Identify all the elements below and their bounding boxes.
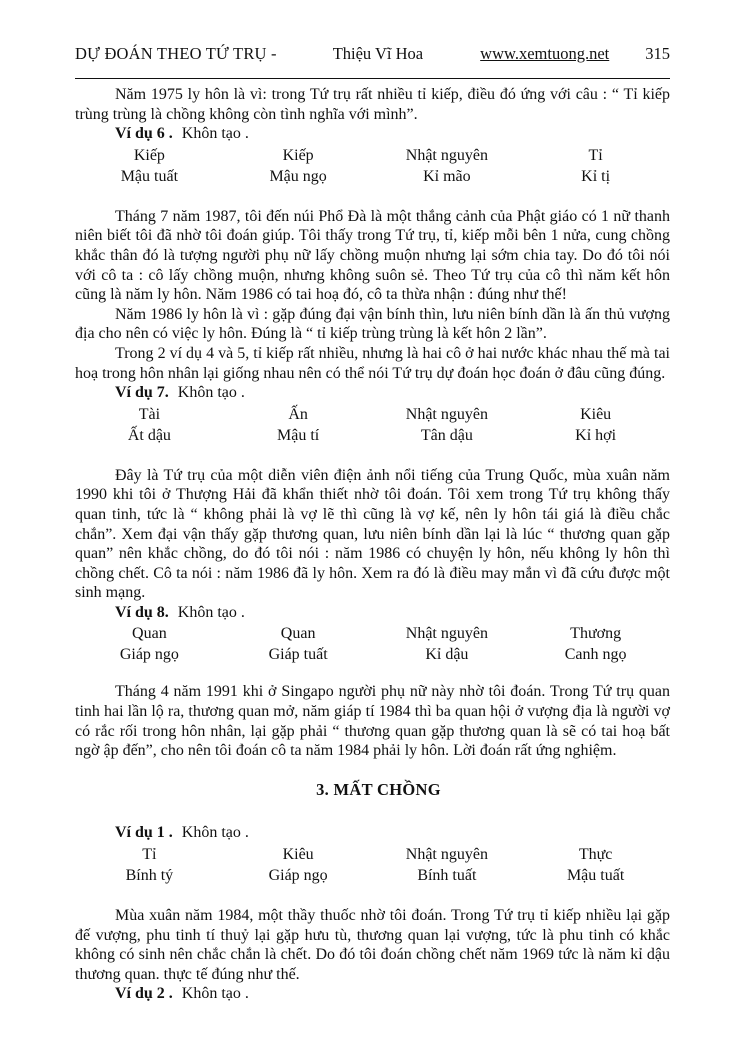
pillar-god: Nhật nguyên [405,625,488,643]
example-8-label [75,603,670,623]
pillar-god: Thương [570,625,622,643]
paragraph-3: Năm 1986 ly hôn là vì : gặp đúng đại vận bính thìn, lưu niên bính dần là ấn thủ vượng địa cho nên có việc ly hôn. Đúng là “ tỉ kiếp trùng trùng là kết hôn 2 lần”. [75,305,670,343]
example-7-note: Khôn tạo . [177,384,245,402]
pillar-god: Tỉ [588,146,603,164]
paragraph-2: Tháng 7 năm 1987, tôi đến núi Phổ Đà là một thắng cảnh của Phật giáo có 1 nữ thanh niên biết tôi đã nhờ tôi đoán giúp. Tôi thấy trong Tứ trụ, tỉ, kiếp mỗi bên 1 nửa, cung chồng khắc thân đó là tượng người phụ nữ lấy chồng muộn nhưng lại sớm chia tay. Do đó tôi nói với cô ta : cô lấy chồng muộn, nhưng không suôn sẻ. Theo Tứ trụ của cô thì năm kết hôn cũng là năm ly hôn. Năm 1986 có tai hoạ đó, cô ta thừa nhận : đúng như thế! [75,207,670,304]
example-6-label [75,124,670,144]
pillar-god: Ấn [288,405,308,423]
pillar-value: Mậu ngọ [269,167,327,185]
header-divider [75,78,670,79]
pillar-value: Kỉ tị [581,167,611,185]
example-6-number: Ví dụ 6 . [115,125,173,143]
pillar-god: Quan [132,625,167,643]
example-7-pillar-table [75,404,670,446]
pillar-god: Kiêu [580,405,612,423]
book-title: DỰ ĐOÁN THEO TỨ TRỤ - [75,44,277,63]
pillar-value: Mậu tuất [120,167,179,185]
example-7-number: Ví dụ 7. [115,384,169,402]
pillar-value: Mậu tí [277,426,320,444]
example-2-number: Ví dụ 2 . [115,985,173,1003]
pillar-god: Kiếp [282,146,314,164]
pillar-value: Bính tý [125,867,174,885]
website-link[interactable]: www.xemtuong.net [480,44,610,63]
paragraph-1: Năm 1975 ly hôn là vì: trong Tứ trụ rất nhiều tỉ kiếp, điều đó ứng với câu : “ Tỉ kiếp trùng trùng là chồng không còn tình nghĩa với mình”. [75,86,670,123]
example-1-number: Ví dụ 1 . [115,824,173,842]
example-1-note: Khôn tạo . [181,824,249,842]
example-6-pillar-table [75,145,670,187]
page-header [75,44,670,64]
example-8-note: Khôn tạo . [177,603,245,621]
pillar-god: Kiêu [282,846,314,864]
section-heading: 3. MẤT CHỒNG [316,779,441,799]
pillar-god: Kiếp [133,146,165,164]
pillar-value: Mậu tuất [566,867,625,885]
example-1-label [75,823,670,843]
pillar-god: Thực [578,846,613,864]
pillar-value: Canh ngọ [564,646,627,664]
pillar-god: Nhật nguyên [405,146,488,164]
paragraph-7: Mùa xuân năm 1984, một thầy thuốc nhờ tôi đoán. Trong Tứ trụ tỉ kiếp nhiều lại gặp đế vượng, phu tinh tí thuỷ lại gặp hưu tù, thương quan lại vượng, tức là phu tinh có khắc không có sinh nên chắc chắn là chết. Do đó tôi đoán chồng chết năm 1969 tức là năm kỉ dậu thương quan. thực tế đúng như thế. [75,907,670,983]
example-1-pillar-table [75,844,670,886]
paragraph-6: Tháng 4 năm 1991 khi ở Singapo người phụ nữ này nhờ tôi đoán. Trong Tứ trụ quan tinh hai lần lộ ra, thương quan mở, năm giáp tí 1984 thì ba quan hội ở vượng địa là người vợ có rắc rối trong hôn nhân, lại gặp phải “ thương quan gặp thương quan là sẽ có tai hoạ bất ngờ ập đến”, cho nên tôi đoán cô ta năm 1984 phải ly hôn. Lời đoán rất ứng nghiệm. [75,683,670,760]
author-name: Thiệu Vĩ Hoa [332,44,424,63]
pillar-value: Ất dậu [127,426,171,444]
example-6-note: Khôn tạo . [181,125,249,143]
pillar-god: Tài [138,405,161,423]
pillar-value: Giáp tuất [268,646,328,664]
pillar-value: Giáp ngọ [268,867,328,885]
paragraph-4: Trong 2 ví dụ 4 và 5, tỉ kiếp rất nhiều, nhưng là hai cô ở hai nước khác nhau thế mà tai hoạ trong hôn nhân lại giống nhau nên có thể nói Tứ trụ dự đoán học đoán ở đâu cũng đúng. [75,344,670,382]
pillar-god: Tỉ [142,846,157,864]
pillar-value: Kỉ hợi [575,426,617,444]
example-2-note: Khôn tạo . [181,985,249,1003]
paragraph-5: Đây là Tứ trụ của một diễn viên điện ảnh nổi tiếng của Trung Quốc, mùa xuân năm 1990 khi tôi ở Thượng Hải đã khẩn thiết nhờ tôi đoán. Tôi xem trong Tứ trụ không thấy quan tinh, tức là “ không phải là vợ lẽ thì cũng là vợ kế, nên ly hôn tái giá là điều chắc chắn”. Xem đại vận thấy gặp thương quan, lưu niên bính dần lại là lúc “ thương quan gặp quan” nên khắc chồng, do đó tôi nói : năm 1986 có chuyện ly hôn, nếu không ly hôn thì chồng chết. Cô ta nói : năm 1986 đã ly hôn. Xem ra đó là điều may mắn vì đã cứu được một sinh mạng. [75,466,670,602]
example-7-label [75,383,670,403]
pillar-value: Bính tuất [417,867,477,885]
pillar-god: Quan [280,625,316,643]
page-body [75,85,670,1004]
example-2-label [75,984,670,1004]
example-8-pillar-table [75,623,670,665]
pillar-god: Nhật nguyên [405,405,488,423]
example-8-number: Ví dụ 8. [115,603,169,621]
page-number: 315 [645,44,670,63]
pillar-value: Kỉ dậu [425,646,469,664]
pillar-value: Kỉ mão [423,167,471,185]
pillar-value: Giáp ngọ [119,646,179,664]
pillar-value: Tân dậu [420,426,473,444]
pillar-god: Nhật nguyên [405,846,488,864]
